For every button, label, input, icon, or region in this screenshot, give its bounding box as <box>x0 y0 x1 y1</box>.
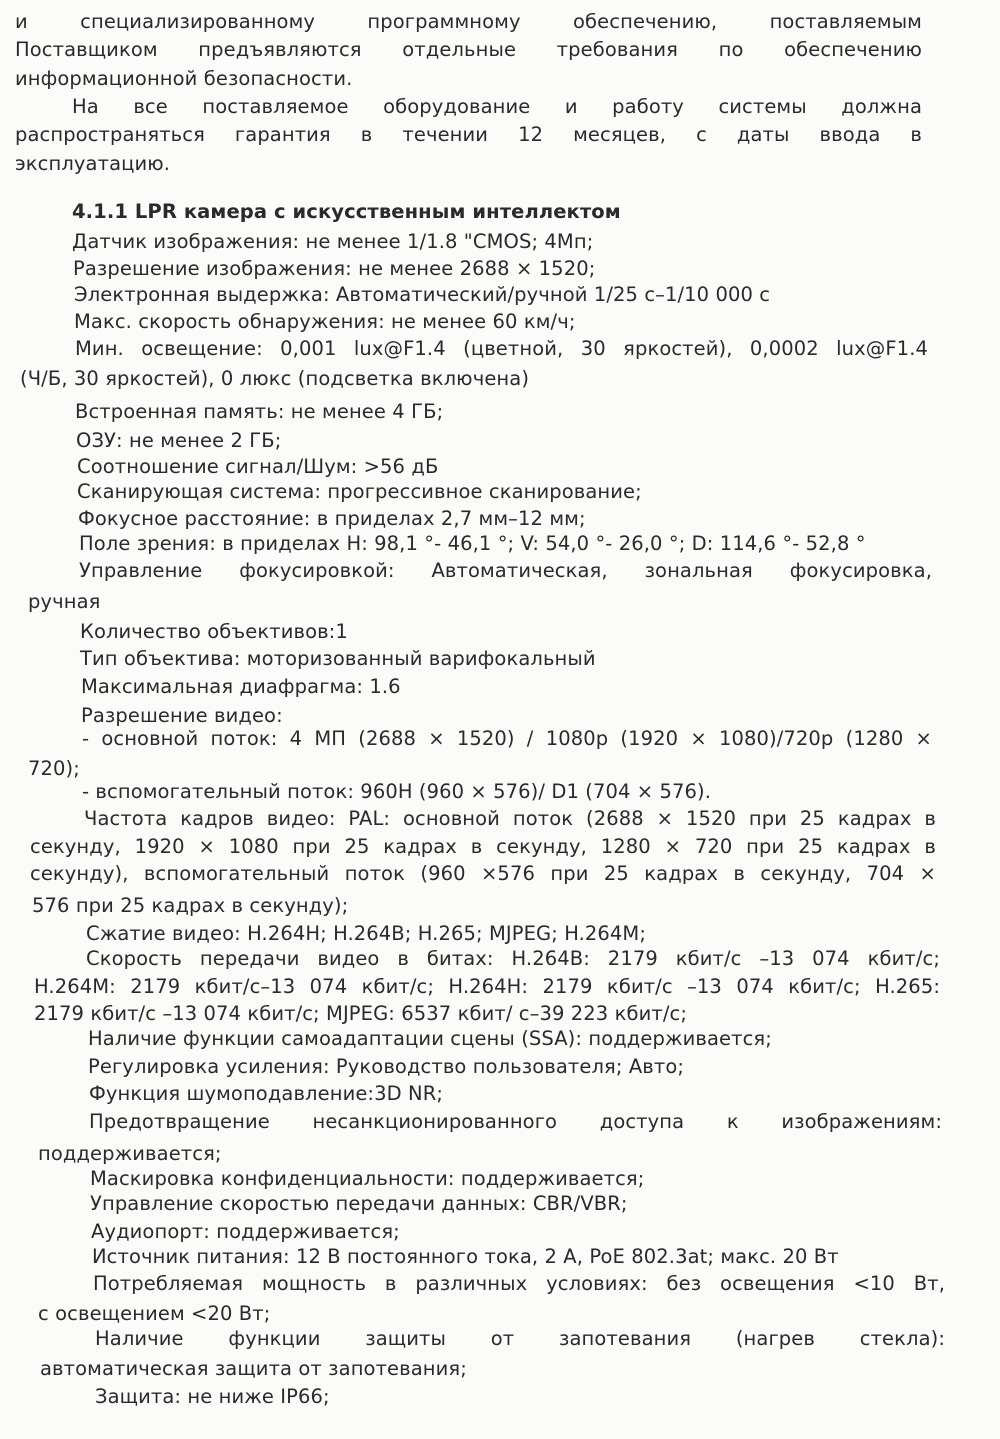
text-line: Защита: не ниже IP66; <box>95 1385 330 1408</box>
text-line: Аудиопорт: поддерживается; <box>91 1220 400 1243</box>
text-line: Датчик изображения: не менее 1/1.8 "CMOS; 4Мп; <box>72 230 594 253</box>
text-line: Предотвращение несанкционированного доступа к изображениям: <box>89 1110 942 1133</box>
text-line: Источник питания: 12 В постоянного тока, 2 А, PoE 802.3at; макс. 20 Вт <box>92 1245 839 1268</box>
text-line: 720); <box>28 757 80 780</box>
section-heading: 4.1.1 LPR камера с искусственным интеллектом <box>72 200 621 223</box>
text-line: - вспомогательный поток: 960H (960 × 576)/ D1 (704 × 576). <box>82 780 712 803</box>
text-line: 576 при 25 кадрах в секунду); <box>32 894 349 917</box>
text-line: ручная <box>28 590 101 613</box>
text-line: Максимальная диафрагма: 1.6 <box>81 675 401 698</box>
text-line: Мин. освещение: 0,001 lux@F1.4 (цветной, 30 яркостей), 0,0002 lux@F1.4 <box>75 337 928 360</box>
text-line: Поставщиком предъявляются отдельные требования по обеспечению <box>15 38 922 61</box>
text-line: Соотношение сигнал/Шум: >56 дБ <box>77 455 439 478</box>
text-line: поддерживается; <box>38 1142 222 1165</box>
text-line: (Ч/Б, 30 яркостей), 0 люкс (подсветка включена) <box>20 367 530 390</box>
text-line: эксплуатацию. <box>15 152 171 175</box>
text-line: Функция шумоподавление:3D NR; <box>89 1082 444 1105</box>
text-line: с освещением <20 Вт; <box>38 1302 271 1325</box>
text-line: секунду, 1920 × 1080 при 25 кадрах в секунду, 1280 × 720 при 25 кадрах в <box>30 835 936 858</box>
text-line: Регулировка усиления: Руководство пользователя; Авто; <box>88 1055 685 1078</box>
text-line: H.264M: 2179 кбит/с–13 074 кбит/с; H.264H: 2179 кбит/с –13 074 кбит/с; H.265: <box>34 975 940 998</box>
text-line: Скорость передачи видео в битах: H.264B: 2179 кбит/с –13 074 кбит/с; <box>86 947 940 970</box>
text-line: распространяться гарантия в течении 12 месяцев, с даты ввода в <box>15 123 922 146</box>
text-line: - основной поток: 4 МП (2688 × 1520) / 1080p (1920 × 1080)/720p (1280 × <box>82 727 932 750</box>
text-line: Маскировка конфиденциальности: поддерживается; <box>90 1167 645 1190</box>
text-line: ОЗУ: не менее 2 ГБ; <box>76 429 282 452</box>
text-line: Частота кадров видео: PAL: основной поток (2688 × 1520 при 25 кадрах в <box>84 807 936 830</box>
text-line: и специализированному программному обеспечению, поставляемым <box>15 10 922 33</box>
text-line: Наличие функции защиты от запотевания (нагрев стекла): <box>95 1327 945 1350</box>
text-line: На все поставляемое оборудование и работу системы должна <box>72 95 922 118</box>
text-line: Встроенная память: не менее 4 ГБ; <box>75 400 444 423</box>
text-line: Потребляемая мощность в различных условиях: без освещения <10 Вт, <box>93 1272 945 1295</box>
text-line: Управление скоростью передачи данных: CBR/VBR; <box>90 1192 628 1215</box>
text-line: Сжатие видео: H.264H; H.264B; H.265; MJPEG; H.264M; <box>86 922 647 945</box>
text-line: 2179 кбит/с –13 074 кбит/с; MJPEG: 6537 кбит/ с–39 223 кбит/с; <box>34 1002 687 1025</box>
text-line: Разрешение видео: <box>81 704 283 727</box>
text-line: Разрешение изображения: не менее 2688 × 1520; <box>73 257 596 280</box>
text-line: Тип объектива: моторизованный варифокальный <box>80 647 596 670</box>
text-line: Управление фокусировкой: Автоматическая, зональная фокусировка, <box>79 559 932 582</box>
text-line: информационной безопасности. <box>15 67 353 90</box>
text-line: Макс. скорость обнаружения: не менее 60 км/ч; <box>74 310 576 333</box>
text-line: секунду), вспомогательный поток (960 ×576 при 25 кадрах в секунду, 704 × <box>30 862 936 885</box>
text-line: Наличие функции самоадаптации сцены (SSA): поддерживается; <box>88 1027 772 1050</box>
text-line: Поле зрения: в приделах H: 98,1 °- 46,1 °; V: 54,0 °- 26,0 °; D: 114,6 °- 52,8 ° <box>79 532 866 555</box>
text-line: Количество объективов:1 <box>80 620 348 643</box>
text-line: Электронная выдержка: Автоматический/ручной 1/25 с–1/10 000 с <box>74 283 771 306</box>
text-line: автоматическая защита от запотевания; <box>40 1357 467 1380</box>
text-line: Фокусное расстояние: в приделах 2,7 мм–12 мм; <box>78 507 586 530</box>
text-line: Сканирующая система: прогрессивное сканирование; <box>77 480 642 503</box>
